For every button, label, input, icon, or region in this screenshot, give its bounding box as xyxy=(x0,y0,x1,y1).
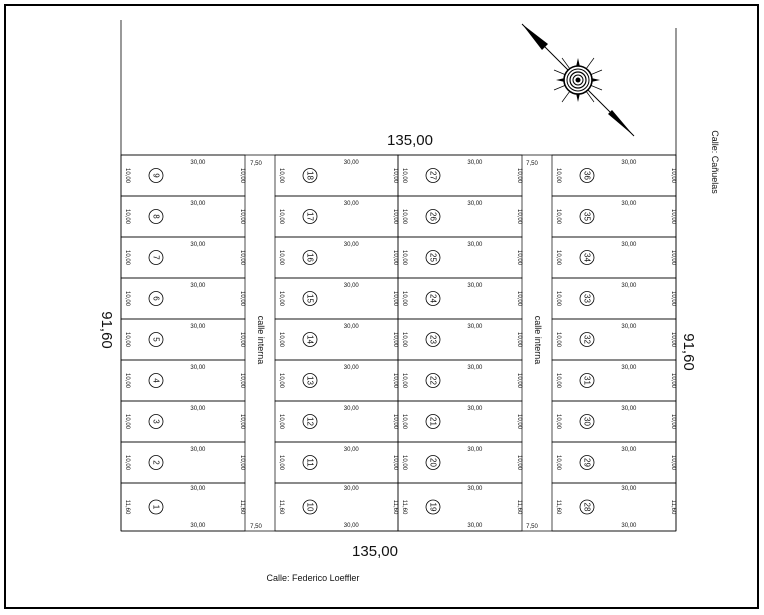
lot-side-dimension: 10,00 xyxy=(239,208,245,225)
lot-side-dimension: 10,00 xyxy=(516,454,522,471)
lot-front-dimension: 30,00 xyxy=(467,242,483,248)
lot-side-dimension: 10,00 xyxy=(239,290,245,307)
lot-front-dimension: 30,00 xyxy=(190,523,206,529)
lot-number: 3 xyxy=(151,419,161,424)
lot xyxy=(121,155,245,196)
lot-side-dimension: 10,00 xyxy=(278,413,284,430)
lot-side-dimension: 10,00 xyxy=(401,290,407,307)
lot-side-dimension: 10,00 xyxy=(555,208,561,225)
lot-side-dimension: 10,00 xyxy=(670,331,676,348)
lot-side-dimension: 10,00 xyxy=(401,208,407,225)
lot-front-dimension: 30,00 xyxy=(467,160,483,166)
lot-side-dimension: 10,00 xyxy=(401,413,407,430)
lot-side-dimension: 10,00 xyxy=(392,331,398,348)
lot-number: 4 xyxy=(151,378,161,383)
lot-front-dimension: 30,00 xyxy=(621,523,637,529)
lot-number: 31 xyxy=(582,376,592,385)
lot-front-dimension: 30,00 xyxy=(467,201,483,207)
lot xyxy=(275,483,398,531)
lot xyxy=(121,360,245,401)
lot xyxy=(121,483,245,531)
lot-number: 18 xyxy=(305,171,315,180)
lot-number: 34 xyxy=(582,253,592,262)
lot xyxy=(275,196,398,237)
lot-side-dimension: 10,00 xyxy=(401,249,407,266)
lot xyxy=(398,442,522,483)
lot-side-dimension: 10,00 xyxy=(516,167,522,184)
bottom-width-dimension: 135,00 xyxy=(352,543,398,560)
lot-side-dimension: 10,00 xyxy=(392,249,398,266)
lot-front-dimension: 30,00 xyxy=(621,242,637,248)
right-depth-dimension: 91,60 xyxy=(680,333,697,371)
lot-front-dimension: 30,00 xyxy=(467,406,483,412)
lot-outline xyxy=(121,319,245,360)
lot xyxy=(398,278,522,319)
lot-front-dimension: 30,00 xyxy=(343,523,359,529)
lot-outline xyxy=(121,401,245,442)
lot xyxy=(275,278,398,319)
lot-side-dimension: 10,00 xyxy=(124,290,130,307)
lot-number: 22 xyxy=(428,376,438,385)
lot xyxy=(275,401,398,442)
lot-side-dimension: 10,00 xyxy=(239,454,245,471)
lot-outline xyxy=(398,483,522,531)
lot-outline xyxy=(121,360,245,401)
lot-side-dimension: 10,00 xyxy=(516,331,522,348)
lot-number: 16 xyxy=(305,253,315,262)
lot-side-dimension: 10,00 xyxy=(124,372,130,389)
lot-front-dimension: 30,00 xyxy=(343,201,359,207)
lot-number: 10 xyxy=(305,502,315,512)
lot-outline xyxy=(552,278,676,319)
lot xyxy=(121,196,245,237)
lot xyxy=(121,401,245,442)
lot-front-dimension: 30,00 xyxy=(190,324,206,330)
lot-number: 19 xyxy=(428,502,438,512)
lot-side-dimension: 10,00 xyxy=(278,167,284,184)
compass-rose-icon xyxy=(522,24,634,136)
lot-front-dimension: 30,00 xyxy=(190,486,206,492)
lot-front-dimension: 30,00 xyxy=(190,201,206,207)
lot-side-dimension: 10,00 xyxy=(278,249,284,266)
lot-number: 15 xyxy=(305,294,315,303)
lot-front-dimension: 30,00 xyxy=(467,486,483,492)
lot-number: 9 xyxy=(151,173,161,178)
lot xyxy=(275,155,398,196)
lot-front-dimension: 30,00 xyxy=(621,365,637,371)
lot-number: 28 xyxy=(582,502,592,512)
lot-number: 1 xyxy=(151,504,161,510)
lot-number: 8 xyxy=(151,214,161,219)
lot-side-dimension: 10,00 xyxy=(516,372,522,389)
lot-side-dimension: 10,00 xyxy=(516,208,522,225)
lot-side-dimension: 10,00 xyxy=(555,413,561,430)
lot-outline xyxy=(398,278,522,319)
lot-number: 27 xyxy=(428,171,438,180)
lot-side-dimension: 10,00 xyxy=(124,331,130,348)
lot-side-dimension: 10,00 xyxy=(124,167,130,184)
lot-side-dimension: 10,00 xyxy=(670,290,676,307)
top-width-dimension: 135,00 xyxy=(387,132,433,149)
lot-outline xyxy=(552,483,676,531)
lot xyxy=(552,278,676,319)
lot xyxy=(552,196,676,237)
lot-number: 11 xyxy=(305,458,315,467)
east-street-label: Calle: Cañuelas xyxy=(710,130,720,194)
lot-outline xyxy=(552,401,676,442)
lot-front-dimension: 30,00 xyxy=(343,486,359,492)
lot-side-dimension: 11,60 xyxy=(555,499,561,515)
lot-side-dimension: 11,60 xyxy=(239,499,245,515)
lot-front-dimension: 30,00 xyxy=(621,406,637,412)
lot-side-dimension: 11,60 xyxy=(401,499,407,515)
lots-layer xyxy=(121,155,676,531)
lot-side-dimension: 10,00 xyxy=(239,249,245,266)
lot-side-dimension: 10,00 xyxy=(392,413,398,430)
lot-outline xyxy=(121,155,245,196)
lot xyxy=(552,483,676,531)
lot-outline xyxy=(398,319,522,360)
lot-number: 36 xyxy=(582,171,592,180)
lot xyxy=(398,155,522,196)
internal-street-label-2: calle interna xyxy=(533,315,543,365)
lot-outline xyxy=(121,278,245,319)
lot-front-dimension: 30,00 xyxy=(621,160,637,166)
lot-front-dimension: 30,00 xyxy=(467,447,483,453)
lot-number: 23 xyxy=(428,335,438,344)
lot xyxy=(552,155,676,196)
lot xyxy=(121,442,245,483)
lot-outline xyxy=(398,401,522,442)
lot-side-dimension: 11,60 xyxy=(124,499,130,515)
lot-number: 2 xyxy=(151,460,161,465)
lot-side-dimension: 10,00 xyxy=(516,249,522,266)
lot-side-dimension: 10,00 xyxy=(392,290,398,307)
lot-side-dimension: 10,00 xyxy=(401,167,407,184)
lot-side-dimension: 10,00 xyxy=(392,167,398,184)
sheet-frame xyxy=(5,5,758,608)
lot-front-dimension: 30,00 xyxy=(621,324,637,330)
lot-outline xyxy=(552,155,676,196)
lot-outline xyxy=(552,196,676,237)
lot-front-dimension: 30,00 xyxy=(343,160,359,166)
lot-front-dimension: 30,00 xyxy=(343,242,359,248)
lot-front-dimension: 30,00 xyxy=(190,365,206,371)
lot-outline xyxy=(121,483,245,531)
lot xyxy=(275,319,398,360)
lot-number: 14 xyxy=(305,335,315,344)
lot-outline xyxy=(275,401,398,442)
lot-front-dimension: 30,00 xyxy=(190,160,206,166)
lot-front-dimension: 30,00 xyxy=(190,283,206,289)
lot-front-dimension: 30,00 xyxy=(343,324,359,330)
lot-number: 24 xyxy=(428,294,438,303)
lot-side-dimension: 10,00 xyxy=(555,372,561,389)
lot-side-dimension: 11,60 xyxy=(516,499,522,515)
lot-side-dimension: 10,00 xyxy=(670,208,676,225)
lot-side-dimension: 10,00 xyxy=(401,454,407,471)
lot-front-dimension: 30,00 xyxy=(343,406,359,412)
lot-front-dimension: 30,00 xyxy=(467,324,483,330)
lot-number: 26 xyxy=(428,212,438,221)
lot-side-dimension: 10,00 xyxy=(239,413,245,430)
lot-side-dimension: 10,00 xyxy=(278,372,284,389)
left-depth-dimension: 91,60 xyxy=(98,311,115,349)
lot-front-dimension: 30,00 xyxy=(190,242,206,248)
internal-street-width-bottom-2: 7,50 xyxy=(526,524,538,530)
lot-side-dimension: 10,00 xyxy=(239,372,245,389)
lot-number: 25 xyxy=(428,253,438,262)
lot xyxy=(275,237,398,278)
lot-number: 6 xyxy=(151,296,161,301)
lot-front-dimension: 30,00 xyxy=(621,283,637,289)
south-street-label: Calle: Federico Loeffler xyxy=(266,573,360,583)
lot-outline xyxy=(275,196,398,237)
lot xyxy=(552,442,676,483)
lot-side-dimension: 10,00 xyxy=(516,413,522,430)
lot-outline xyxy=(121,196,245,237)
lot-number: 32 xyxy=(582,335,592,344)
lot xyxy=(552,319,676,360)
lot-front-dimension: 30,00 xyxy=(621,201,637,207)
internal-street-width-top-1: 7,50 xyxy=(250,161,262,167)
internal-street-width-bottom-1: 7,50 xyxy=(250,524,262,530)
lot-number: 5 xyxy=(151,337,161,342)
lot-outline xyxy=(552,319,676,360)
lot-number: 35 xyxy=(582,212,592,221)
lot-number: 21 xyxy=(428,417,438,426)
lot-outline xyxy=(121,442,245,483)
lot-side-dimension: 10,00 xyxy=(278,208,284,225)
lot-front-dimension: 30,00 xyxy=(343,365,359,371)
lot-number: 33 xyxy=(582,294,592,303)
lot-side-dimension: 10,00 xyxy=(670,249,676,266)
lot-outline xyxy=(121,237,245,278)
lot-front-dimension: 30,00 xyxy=(467,365,483,371)
lot-outline xyxy=(552,442,676,483)
lot-side-dimension: 10,00 xyxy=(278,454,284,471)
lot xyxy=(552,237,676,278)
lot-side-dimension: 10,00 xyxy=(555,331,561,348)
lot-side-dimension: 10,00 xyxy=(392,372,398,389)
lot xyxy=(398,401,522,442)
lot-side-dimension: 10,00 xyxy=(124,454,130,471)
lot xyxy=(398,483,522,531)
lot-side-dimension: 11,60 xyxy=(670,499,676,515)
lot xyxy=(121,319,245,360)
lot-front-dimension: 30,00 xyxy=(621,486,637,492)
lot-number: 12 xyxy=(305,417,315,426)
lot-outline xyxy=(552,237,676,278)
lot xyxy=(398,319,522,360)
lot-side-dimension: 10,00 xyxy=(555,167,561,184)
lot-front-dimension: 30,00 xyxy=(621,447,637,453)
lot xyxy=(121,237,245,278)
internal-street-label-1: calle interna xyxy=(256,315,266,365)
lot-side-dimension: 10,00 xyxy=(401,331,407,348)
lot-number: 29 xyxy=(582,458,592,467)
lot-outline xyxy=(275,483,398,531)
lot xyxy=(121,278,245,319)
lot-side-dimension: 10,00 xyxy=(516,290,522,307)
lot-outline xyxy=(275,442,398,483)
lot xyxy=(275,360,398,401)
lot-side-dimension: 10,00 xyxy=(239,167,245,184)
lot-outline xyxy=(275,237,398,278)
lot xyxy=(398,237,522,278)
lot-side-dimension: 10,00 xyxy=(555,290,561,307)
lot-number: 13 xyxy=(305,376,315,385)
lot-number: 7 xyxy=(151,255,161,260)
lot-side-dimension: 10,00 xyxy=(401,372,407,389)
lot-side-dimension: 10,00 xyxy=(392,454,398,471)
lot-side-dimension: 10,00 xyxy=(278,290,284,307)
lot-outline xyxy=(398,196,522,237)
lot-outline xyxy=(275,360,398,401)
lot-front-dimension: 30,00 xyxy=(343,283,359,289)
lot-side-dimension: 10,00 xyxy=(124,413,130,430)
lot-outline xyxy=(552,360,676,401)
lot-front-dimension: 30,00 xyxy=(190,447,206,453)
lot-outline xyxy=(398,442,522,483)
internal-street-width-top-2: 7,50 xyxy=(526,161,538,167)
lot-side-dimension: 10,00 xyxy=(278,331,284,348)
lot-outline xyxy=(275,155,398,196)
lot-side-dimension: 10,00 xyxy=(124,249,130,266)
lot-side-dimension: 10,00 xyxy=(555,454,561,471)
lot-outline xyxy=(398,237,522,278)
lot-front-dimension: 30,00 xyxy=(190,406,206,412)
lot-outline xyxy=(398,155,522,196)
lot-front-dimension: 30,00 xyxy=(343,447,359,453)
lot-front-dimension: 30,00 xyxy=(467,283,483,289)
lot-side-dimension: 10,00 xyxy=(239,331,245,348)
lot-front-dimension: 30,00 xyxy=(467,523,483,529)
lot-outline xyxy=(275,278,398,319)
lot xyxy=(552,401,676,442)
lot-outline xyxy=(275,319,398,360)
lot-side-dimension: 10,00 xyxy=(670,372,676,389)
lot-side-dimension: 11,60 xyxy=(392,499,398,515)
lot-side-dimension: 10,00 xyxy=(670,454,676,471)
lot-side-dimension: 10,00 xyxy=(555,249,561,266)
lot-side-dimension: 10,00 xyxy=(124,208,130,225)
lot xyxy=(398,196,522,237)
lot xyxy=(398,360,522,401)
lot xyxy=(552,360,676,401)
lot xyxy=(275,442,398,483)
lot-side-dimension: 10,00 xyxy=(392,208,398,225)
lot-number: 20 xyxy=(428,458,438,467)
lot-side-dimension: 10,00 xyxy=(670,167,676,184)
lot-side-dimension: 11,60 xyxy=(278,499,284,515)
lot-number: 30 xyxy=(582,417,592,426)
lot-side-dimension: 10,00 xyxy=(670,413,676,430)
lot-number: 17 xyxy=(305,212,315,221)
lot-outline xyxy=(398,360,522,401)
